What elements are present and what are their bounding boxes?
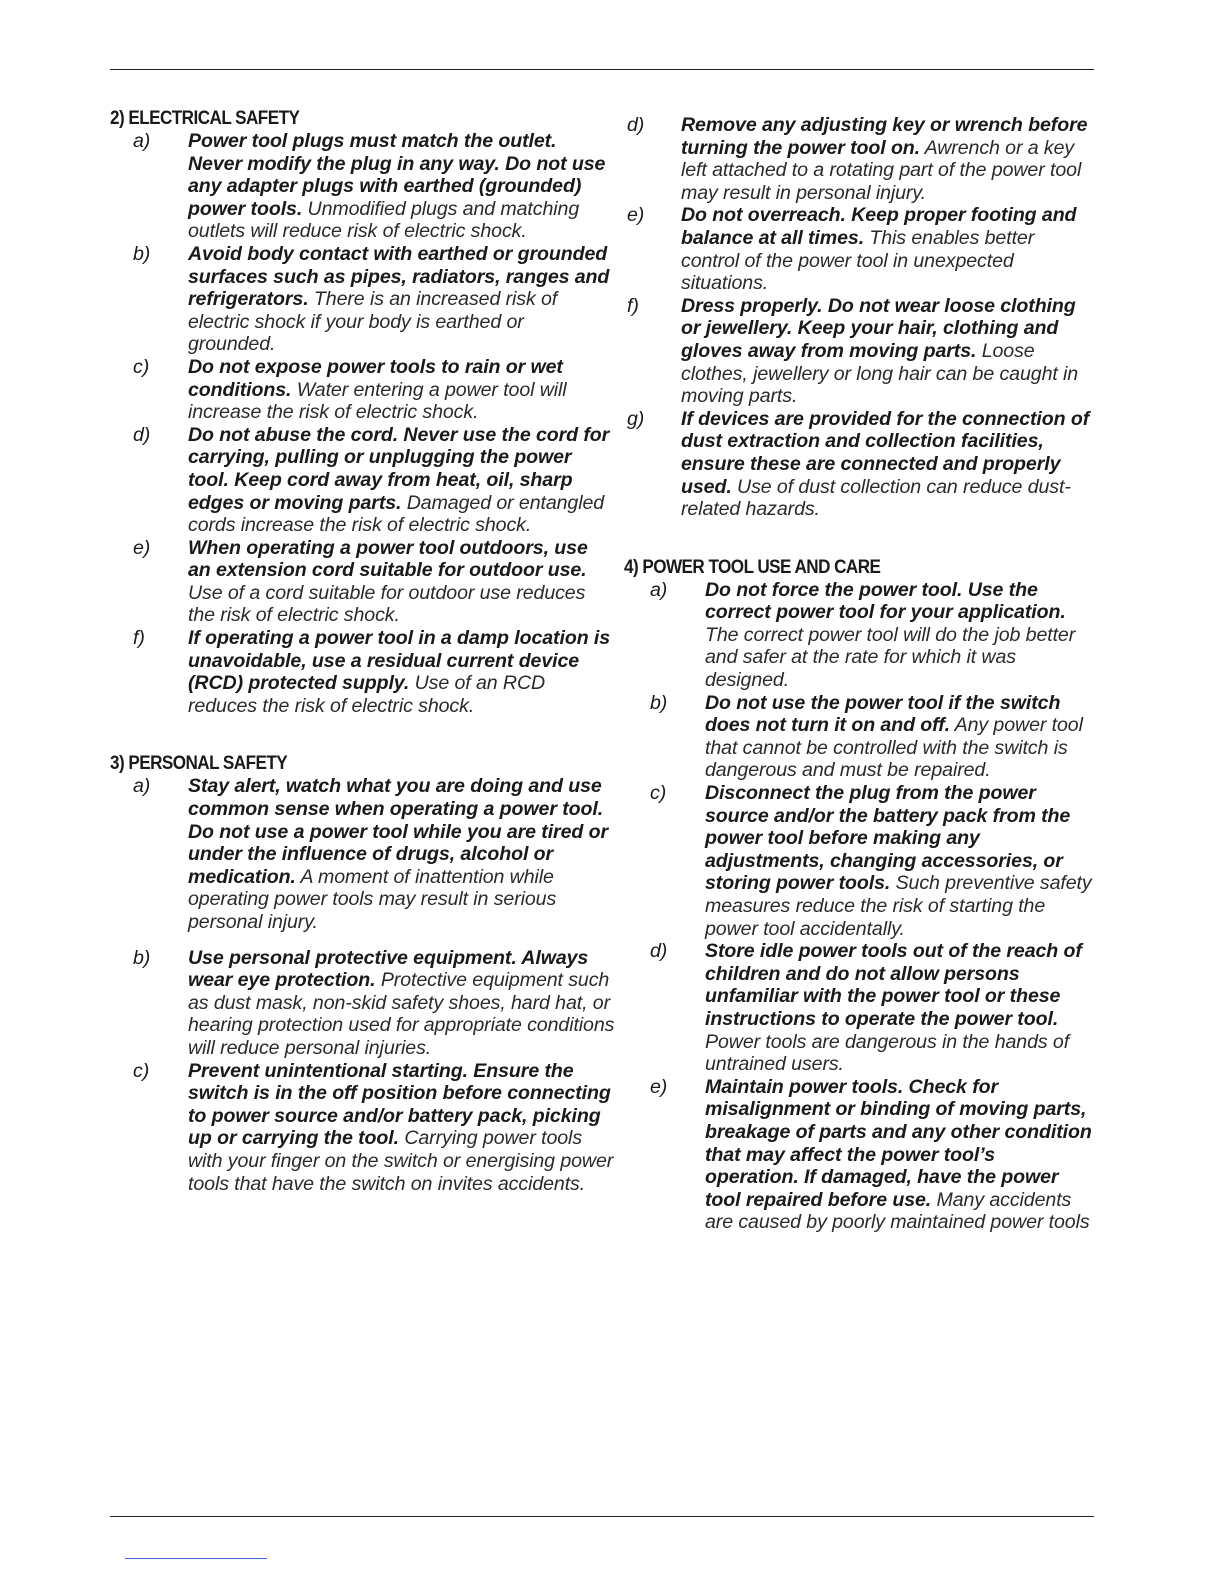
item-instruction: Do not force the power tool. Use the correct power tool for your application. xyxy=(705,578,1066,624)
item-explanation: This enables better control of the power tool in unexpected situations. xyxy=(681,226,1035,295)
item-body xyxy=(188,537,615,627)
item-body xyxy=(705,579,1094,692)
list-item xyxy=(624,579,1094,692)
item-body xyxy=(705,1076,1094,1234)
item-instruction: Stay alert, watch what you are doing and use common sense when operating a power tool. Do not use a power tool while you are tired or under the influence of drugs, alcohol or medication. xyxy=(188,775,608,888)
list-item xyxy=(624,204,1094,294)
left-column xyxy=(110,108,615,1195)
item-explanation: Loose clothes, jewellery or long hair can be caught in moving parts. xyxy=(681,339,1079,408)
item-instruction: Disconnect the plug from the power source and/or the battery pack from the power tool before making any adjustments, changing accessories, or storing power tools. xyxy=(705,782,1071,895)
item-body xyxy=(188,243,615,356)
item-body xyxy=(705,692,1094,782)
item-instruction: If operating a power tool in a damp location is unavoidable, use a residual current device (RCD) protected supply. xyxy=(188,627,611,695)
item-letter: f) xyxy=(627,294,639,317)
item-letter: a) xyxy=(133,130,151,152)
item-explanation: A moment of inattention while operating power tools may result in serious personal injury. xyxy=(188,865,557,933)
list-item xyxy=(110,356,615,424)
list-item xyxy=(624,295,1094,408)
item-explanation: Damaged or entangled cords increase the risk of electric shock. xyxy=(188,491,605,537)
item-instruction: Do not overreach. Keep proper footing and balance at all times. xyxy=(681,204,1077,249)
list-item xyxy=(110,243,615,356)
item-body xyxy=(681,114,1094,204)
item-letter: b) xyxy=(133,242,151,265)
item-explanation: Use of an RCD reduces the risk of electric shock. xyxy=(188,672,546,717)
item-body xyxy=(188,130,615,243)
item-instruction: Dress properly. Do not wear loose clothing or jewellery. Keep your hair, clothing and gloves away from moving parts. xyxy=(681,294,1076,362)
section-heading: 4) POWER TOOL USE AND CARE xyxy=(624,556,881,578)
power-tool-use-section xyxy=(624,557,1094,1234)
item-letter: e) xyxy=(650,1075,668,1098)
item-explanation: Carrying power tools with your finger on the switch or energising power tools that have the switch on invites accidents. xyxy=(188,1127,614,1195)
item-instruction: Do not abuse the cord. Never use the cord for carrying, pulling or unplugging the power tool. Keep cord away from heat, oil, sharp edges or moving parts. xyxy=(188,423,610,514)
item-instruction: Remove any adjusting key or wrench before turning the power tool on. xyxy=(681,114,1088,159)
item-body xyxy=(188,947,615,1060)
item-explanation: Unmodified plugs and matching outlets will reduce risk of electric shock. xyxy=(188,197,580,243)
item-instruction: Avoid body contact with earthed or grounded surfaces such as pipes, radiators, ranges and refrigerators. xyxy=(188,242,610,311)
item-body xyxy=(705,940,1094,1076)
item-letter: e) xyxy=(133,536,151,559)
list-item xyxy=(110,424,615,537)
item-instruction: Use personal protective equipment. Always wear eye protection. xyxy=(188,946,589,992)
item-letter: c) xyxy=(133,355,150,378)
item-instruction: Do not use the power tool if the switch does not turn it on and off. xyxy=(705,691,1061,737)
item-letter: g) xyxy=(627,407,645,430)
item-instruction: Maintain power tools. Check for misalignment or binding of moving parts, breakage of parts and any other condition that may affect the power tool’s operation. If damaged, have the power tool repaired before use. xyxy=(705,1075,1092,1211)
bottom-rule xyxy=(110,1516,1094,1517)
item-instruction: Store idle power tools out of the reach of children and do not allow persons unfamiliar with the power tool or these instructions to operate the power tool. xyxy=(705,940,1082,1030)
footer-link-underline[interactable] xyxy=(125,1558,267,1559)
item-explanation: Awrench or a key left attached to a rotating part of the power tool may result in personal injury. xyxy=(681,136,1082,204)
top-rule xyxy=(110,69,1094,70)
item-body xyxy=(681,408,1094,521)
list-item xyxy=(110,1060,615,1196)
item-body xyxy=(188,356,615,424)
item-explanation: Use of a cord suitable for outdoor use reduces the risk of electric shock. xyxy=(188,581,586,627)
item-instruction: Do not expose power tools to rain or wet conditions. xyxy=(188,355,563,401)
list-item xyxy=(624,408,1094,521)
item-instruction: Prevent unintentional starting. Ensure the switch is in the off position before connecting to power source and/or battery pack, picking up or carrying the tool. xyxy=(188,1059,611,1150)
right-column xyxy=(624,114,1094,1234)
item-letter: d) xyxy=(627,114,645,136)
item-spacer xyxy=(110,934,615,947)
list-item xyxy=(110,130,615,243)
personal-safety-continued xyxy=(624,114,1094,521)
item-letter: a) xyxy=(133,775,151,798)
item-instruction: Power tool plugs must match the outlet. Never modify the plug in any way. Do not use any adapter plugs with earthed (grounded) power tools. xyxy=(188,130,606,220)
item-body xyxy=(705,782,1094,940)
list-item xyxy=(624,114,1094,204)
item-body xyxy=(188,1060,615,1196)
section-heading: 2) ELECTRICAL SAFETY xyxy=(110,108,300,129)
item-letter: b) xyxy=(133,946,151,969)
item-letter: f) xyxy=(133,627,145,650)
list-item xyxy=(110,627,615,717)
item-body xyxy=(188,775,615,933)
item-body xyxy=(188,424,615,537)
list-item xyxy=(624,940,1094,1076)
item-explanation: The correct power tool will do the job better and safer at the rate for which it was designed. xyxy=(705,623,1076,692)
item-explanation: Water entering a power tool will increase the risk of electric shock. xyxy=(188,378,567,424)
section-heading: 3) PERSONAL SAFETY xyxy=(110,753,288,775)
item-letter: d) xyxy=(133,423,151,446)
list-item xyxy=(624,1076,1094,1234)
item-explanation: Protective equipment such as dust mask, non-skid safety shoes, hard hat, or hearing protection used for appropriate conditions will reduce personal injuries. xyxy=(188,969,615,1059)
item-instruction: When operating a power tool outdoors, use an extension cord suitable for outdoor use. xyxy=(188,536,588,582)
item-explanation: There is an increased risk of electric shock if your body is earthed or grounded. xyxy=(188,288,558,356)
item-letter: d) xyxy=(650,940,668,963)
item-explanation: Power tools are dangerous in the hands of untrained users. xyxy=(705,1030,1070,1076)
section-spacer xyxy=(624,521,1094,557)
electrical-safety-section xyxy=(110,108,615,717)
item-letter: e) xyxy=(627,204,645,227)
personal-safety-section xyxy=(110,753,615,1195)
item-body xyxy=(188,627,615,717)
section-spacer xyxy=(110,717,615,753)
item-letter: a) xyxy=(650,578,668,601)
item-letter: c) xyxy=(650,782,667,805)
item-instruction: If devices are provided for the connection of dust extraction and collection facilities, ensure these are connected and properly used. xyxy=(681,407,1090,498)
list-item xyxy=(624,782,1094,940)
item-letter: c) xyxy=(133,1059,150,1082)
list-item xyxy=(110,775,615,933)
item-body xyxy=(681,295,1094,408)
item-explanation: Any power tool that cannot be controlled with the switch is dangerous and must be repaired. xyxy=(705,714,1083,782)
item-body xyxy=(681,204,1094,294)
list-item xyxy=(110,537,615,627)
item-explanation: Such preventive safety measures reduce the risk of starting the power tool accidentally. xyxy=(705,872,1092,940)
item-explanation: Use of dust collection can reduce dust-related hazards. xyxy=(681,475,1071,521)
item-letter: b) xyxy=(650,691,668,714)
list-item xyxy=(110,947,615,1060)
list-item xyxy=(624,692,1094,782)
item-explanation: Many accidents are caused by poorly maintained power tools xyxy=(705,1188,1090,1234)
